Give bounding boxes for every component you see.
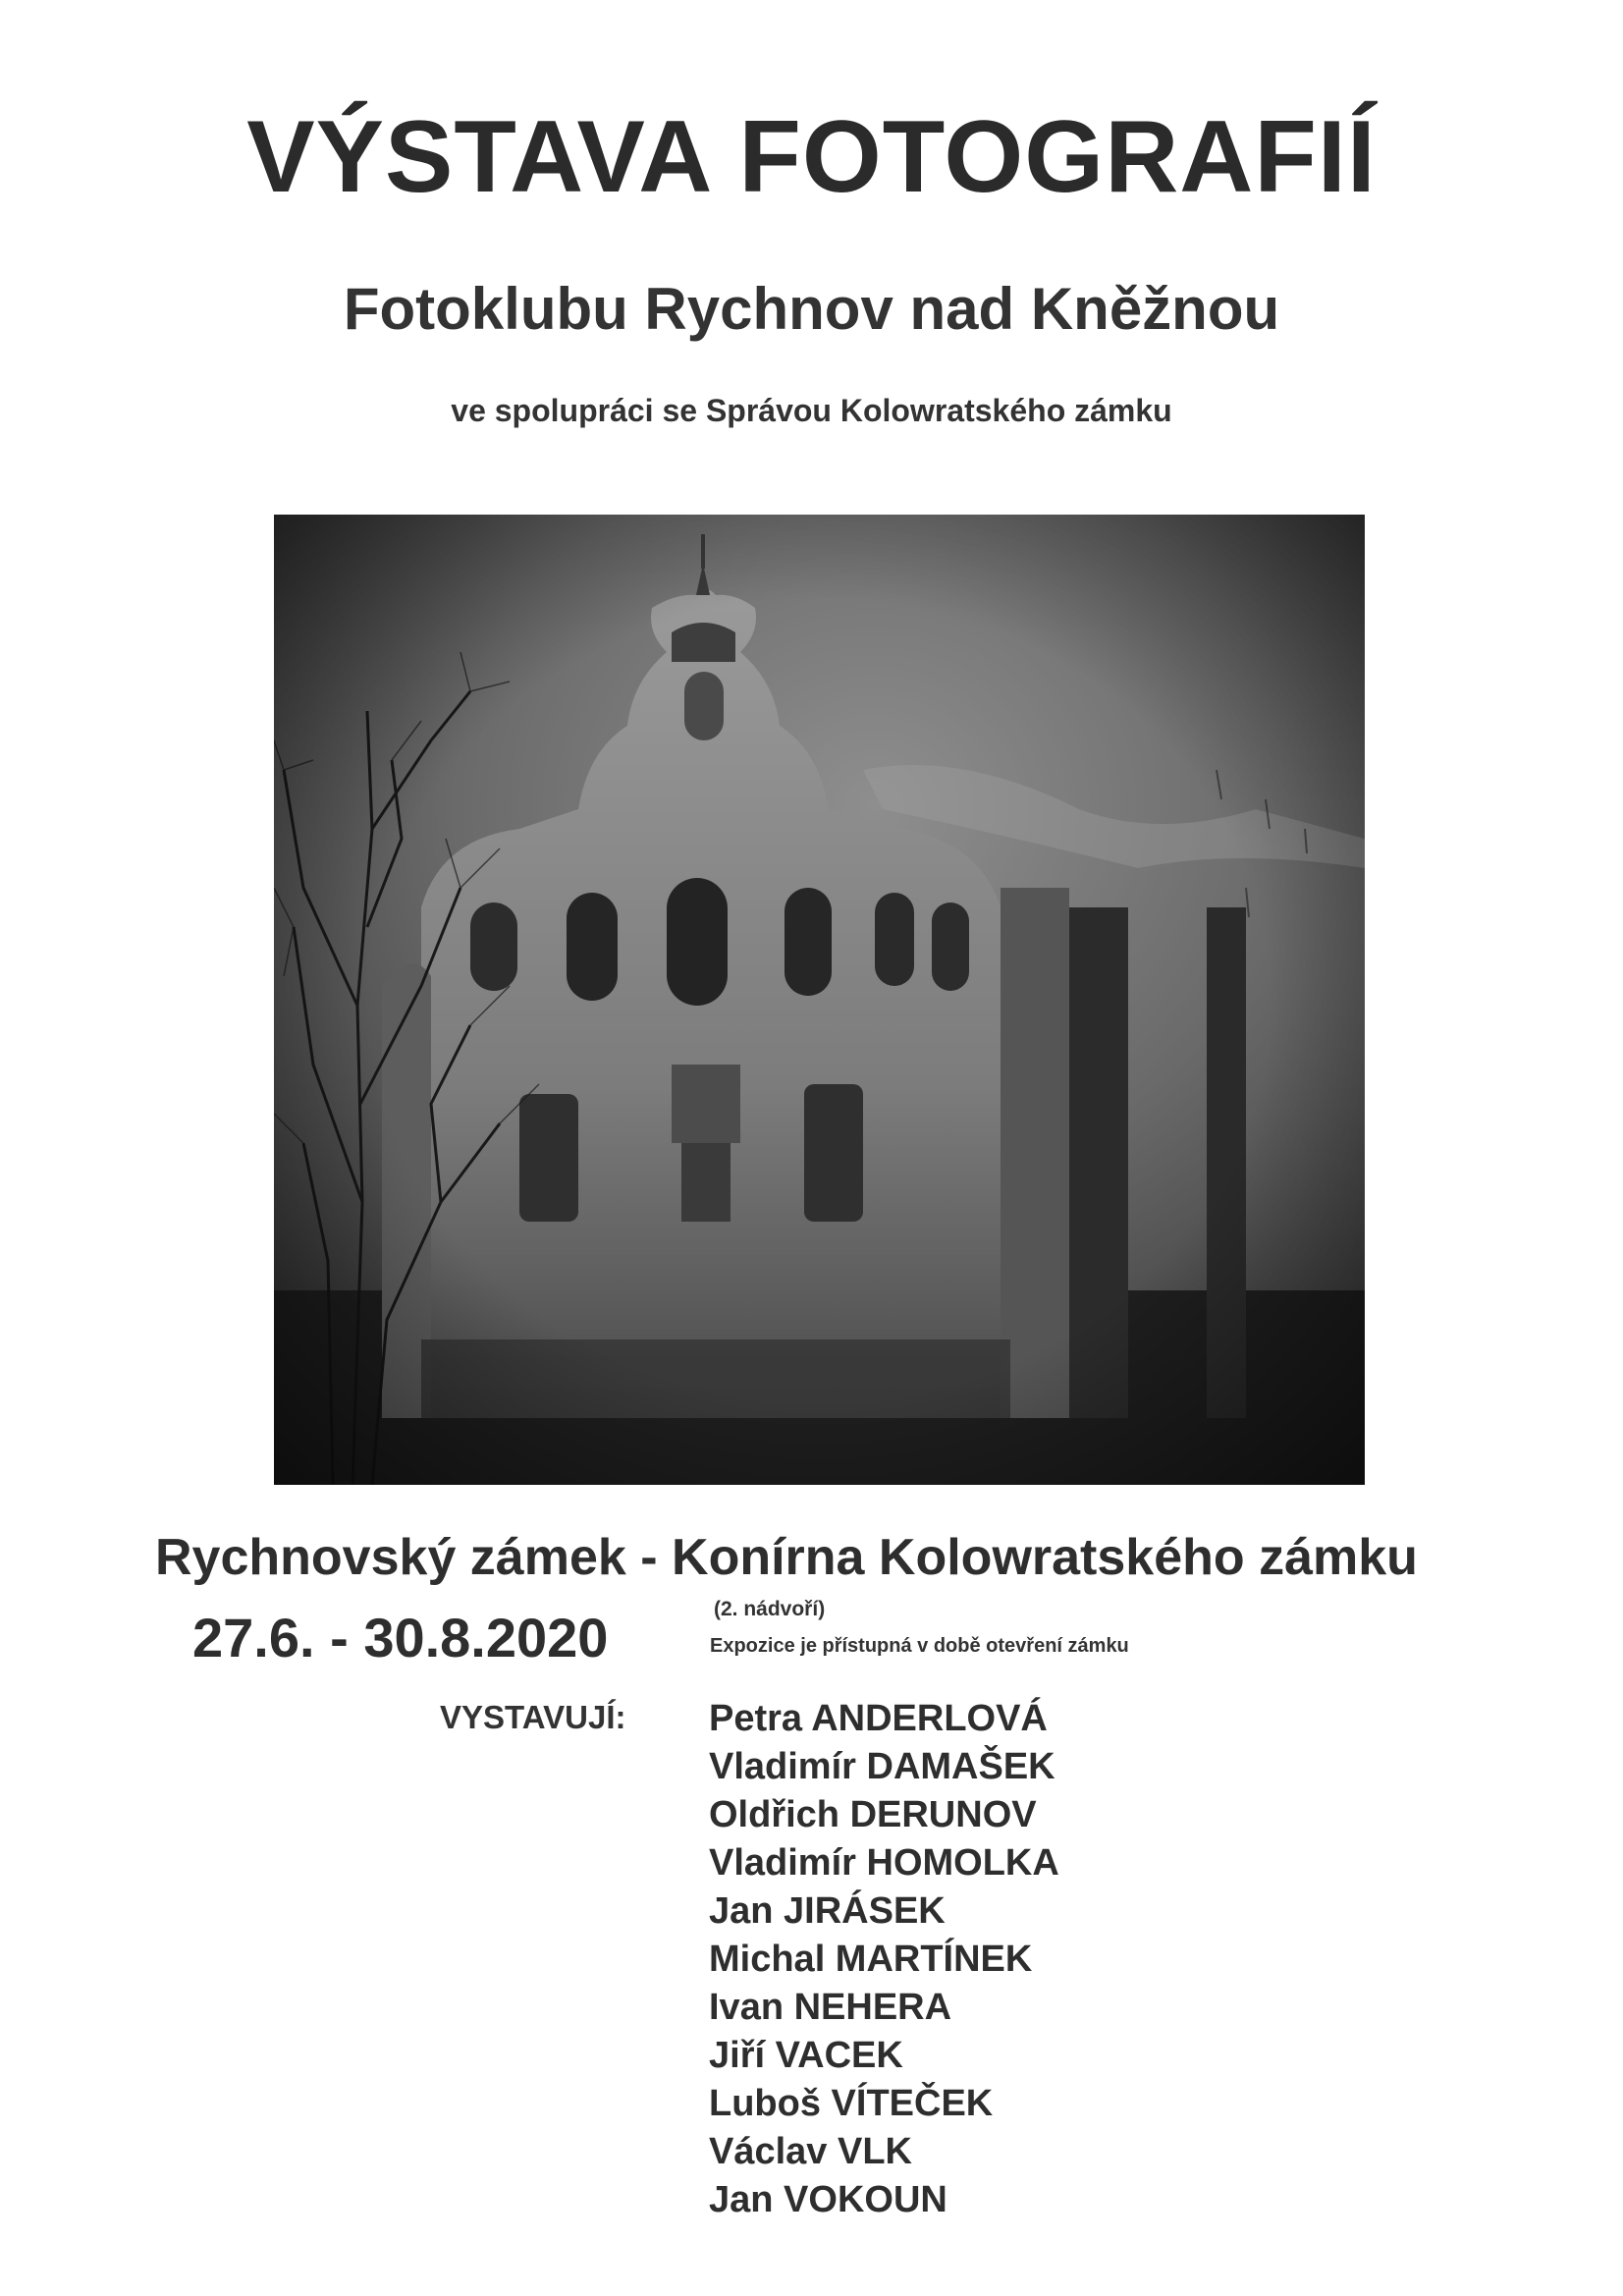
exhibitor-name: Ivan NEHERA: [709, 1987, 952, 2028]
exhibition-dates: 27.6. - 30.8.2020: [192, 1607, 609, 1668]
exhibitor-name: Oldřich DERUNOV: [709, 1794, 1037, 1835]
poster-title: VÝSTAVA FOTOGRAFIÍ: [246, 100, 1377, 214]
exhibitor-name: Michal MARTÍNEK: [709, 1939, 1033, 1980]
exhibitor-name: Jan VOKOUN: [709, 2179, 947, 2220]
chapel-photo: [274, 515, 1365, 1485]
exhibitor-name: Vladimír DAMAŠEK: [709, 1746, 1055, 1787]
exhibitor-name: Jiří VACEK: [709, 2035, 903, 2076]
exhibitor-name: Petra ANDERLOVÁ: [709, 1698, 1048, 1739]
exhibitors-list: [709, 1695, 1059, 2224]
courtyard-note: (2. nádvoří): [714, 1598, 826, 1620]
exhibitor-name: Luboš VÍTEČEK: [709, 2083, 994, 2124]
exhibitor-name: Jan JIRÁSEK: [709, 1890, 946, 1932]
poster-subtitle: Fotoklubu Rychnov nad Kněžnou: [343, 276, 1280, 342]
venue-location: Rychnovský zámek - Konírna Kolowratského zámku: [155, 1529, 1418, 1586]
exhibitor-name: Václav VLK: [709, 2131, 912, 2172]
exhibitors-label: VYSTAVUJÍ:: [440, 1699, 626, 1735]
exhibitor-name: Vladimír HOMOLKA: [709, 1842, 1059, 1884]
access-note: Expozice je přístupná v době otevření zámku: [710, 1635, 1129, 1657]
cooperation-line: ve spolupráci se Správou Kolowratského zámku: [451, 393, 1172, 428]
